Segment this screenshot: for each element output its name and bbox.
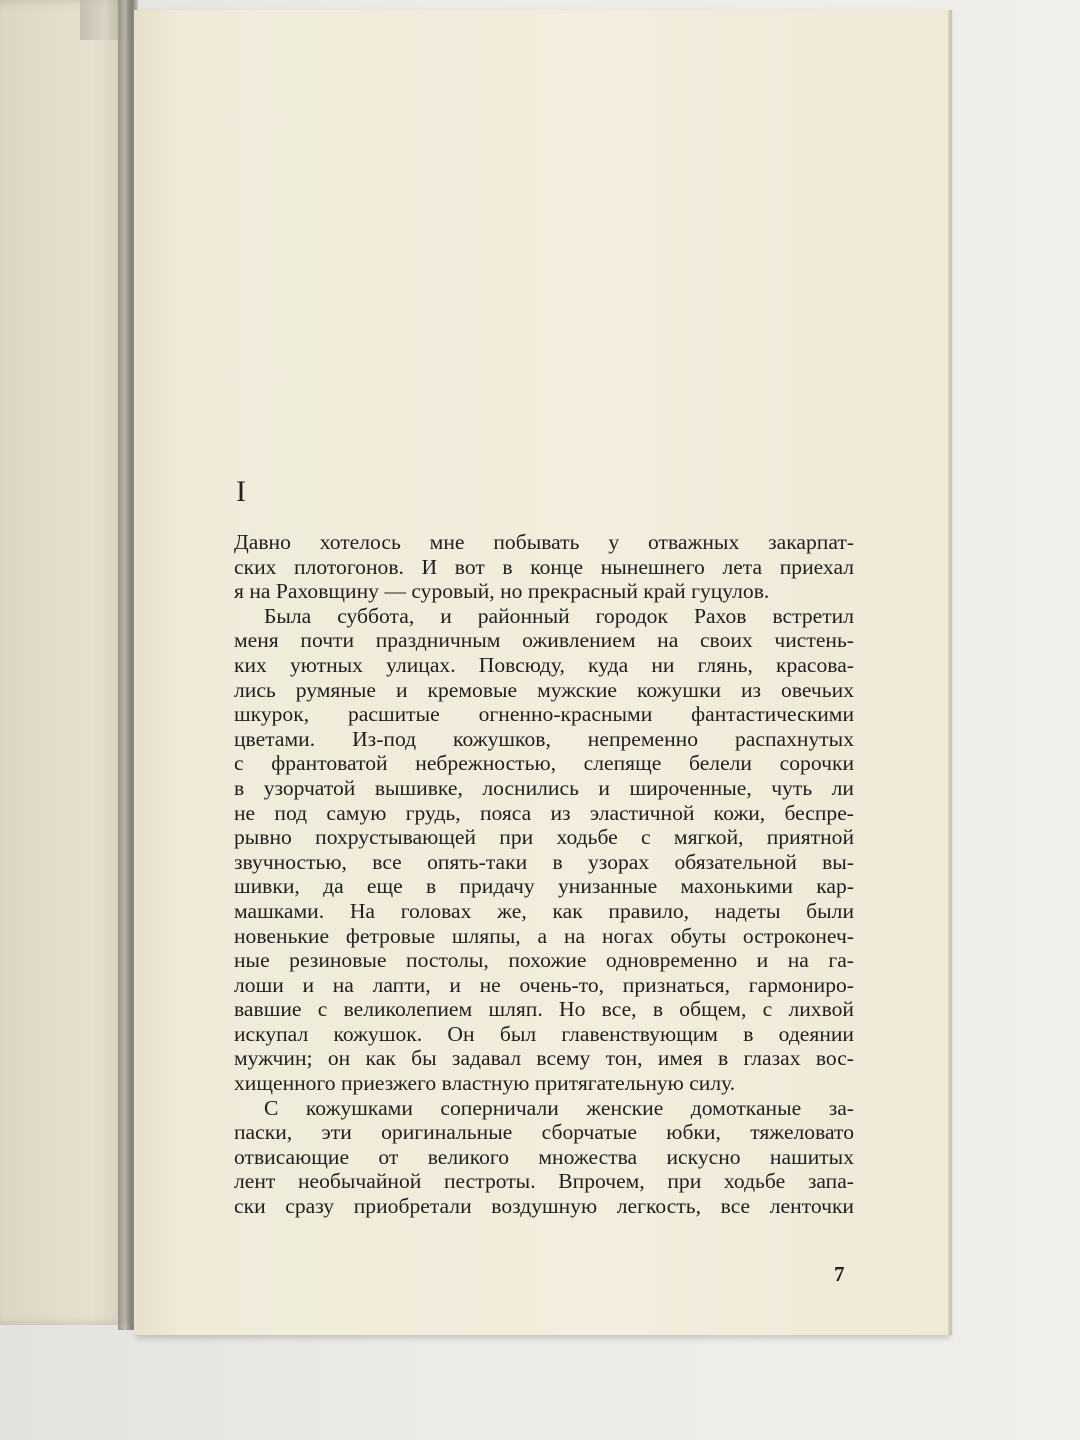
text-line: искупал кожушок. Он был главенствующим в одеянии: [234, 1021, 854, 1046]
text-line: вавшие с великолепием шляп. Но все, в общем, с лихвой: [234, 997, 854, 1022]
text-line: ные резиновые постолы, похожие одновременно и на га-: [234, 948, 854, 973]
text-line: ски сразу приобретали воздушную легкость, все ленточки: [234, 1194, 854, 1219]
text-line: меня почти праздничным оживлением на своих чистень-: [234, 628, 854, 653]
text-line: мужчин; он как бы задавал всему тон, имея в глазах вос-: [234, 1046, 854, 1071]
book-page: [134, 10, 948, 1335]
text-line: не под самую грудь, пояса из эластичной кожи, беспре-: [234, 800, 854, 825]
text-line: я на Раховщину — суровый, но прекрасный край гуцулов.: [234, 579, 770, 604]
text-line: рывно похрустывающей при ходьбе с мягкой, приятной: [234, 825, 854, 850]
left-page-edge: [0, 0, 130, 1325]
text-line: Давно хотелось мне побывать у отважных закарпат-: [234, 530, 854, 554]
text-line: лент необычайной пестроты. Впрочем, при ходьбе запа-: [234, 1169, 854, 1194]
text-line: в узорчатой вышивке, лоснились и широченные, чуть ли: [234, 775, 854, 800]
text-line: хищенного приезжего властную притягательную силу.: [234, 1071, 736, 1096]
text-line: звучностью, все опять-таки в узорах обязательной вы-: [234, 849, 854, 874]
page-edge: [948, 10, 952, 1335]
text-line: новенькие фетровые шляпы, а на ногах обуты остроконеч-: [234, 923, 854, 948]
text-line: с франтоватой небрежностью, слепяще белели сорочки: [234, 751, 854, 776]
text-line: ких уютных улицах. Повсюду, куда ни глянь, красова-: [234, 652, 854, 677]
text-line: Была суббота, и районный городок Рахов встретил: [264, 603, 854, 628]
text-line: лоши и на лапти, и не очень-то, признаться, гармониро-: [234, 972, 854, 997]
chapter-number: I: [236, 475, 246, 508]
page-number: 7: [834, 1262, 845, 1286]
text-line: машками. На головах же, как правило, надеты были: [234, 898, 854, 923]
text-line: отвисающие от великого множества искусно нашитых: [234, 1144, 854, 1169]
text-line: цветами. Из-под кожушков, непременно распахнутых: [234, 726, 854, 751]
text-line: ских плотогонов. И вот в конце нынешнего лета приехал: [234, 554, 854, 579]
text-line: С кожушками соперничали женские домотканые за-: [264, 1095, 854, 1120]
text-line: шкурок, расшитые огненно-красными фантастическими: [234, 702, 854, 727]
text-line: шивки, да еще в придачу унизанные махонькими кар-: [234, 874, 854, 899]
text-line: лись румяные и кремовые мужские кожушки из овечьих: [234, 677, 854, 702]
body-text: [234, 530, 854, 1219]
text-line: паски, эти оригинальные сборчатые юбки, тяжеловато: [234, 1120, 854, 1145]
